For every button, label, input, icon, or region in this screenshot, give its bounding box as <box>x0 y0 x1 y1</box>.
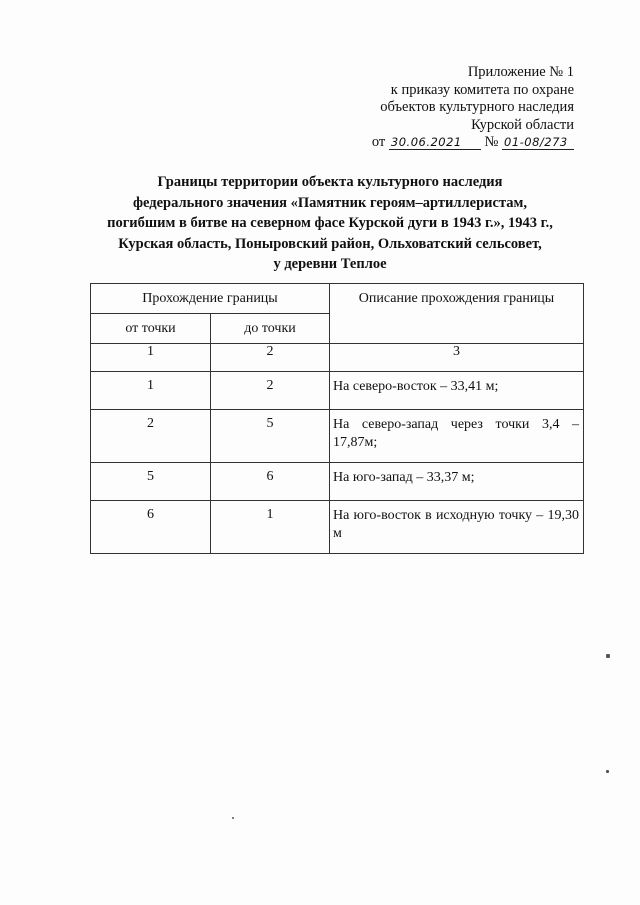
table-row <box>91 372 584 410</box>
scan-speck <box>606 770 609 773</box>
description-cell: На северо-восток – 33,41 м; <box>330 372 584 410</box>
to-point-cell: 6 <box>211 463 330 501</box>
column-number-row <box>91 344 584 372</box>
column-number: 2 <box>211 344 330 372</box>
appendix-committee: объектов культурного наследия <box>380 99 574 115</box>
header-boundary-passage: Прохождение границы <box>91 284 330 314</box>
from-point-cell: 6 <box>91 501 211 554</box>
from-point-cell: 5 <box>91 463 211 501</box>
order-number-label: № <box>484 134 499 150</box>
order-from-label: от <box>371 134 386 150</box>
scan-speck <box>232 817 234 819</box>
scan-speck <box>606 654 610 658</box>
header-boundary-description: Описание прохождения границы <box>330 284 584 344</box>
header-from-point: от точки <box>91 314 211 344</box>
column-number: 1 <box>91 344 211 372</box>
title-line: погибшим в битве на северном фасе Курской дуги в 1943 г.», 1943 г., <box>107 215 553 231</box>
document-title <box>60 172 600 275</box>
from-point-cell: 1 <box>91 372 211 410</box>
to-point-cell: 1 <box>211 501 330 554</box>
order-date-handwritten: 30.06.2021 <box>389 136 481 150</box>
header-to-point: до точки <box>211 314 330 344</box>
description-cell: На северо-запад через точки 3,4 – 17,87м; <box>330 410 584 463</box>
description-cell: На юго-восток в исходную точку – 19,30 м <box>330 501 584 554</box>
table-row <box>91 463 584 501</box>
to-point-cell: 2 <box>211 372 330 410</box>
appendix-region: Курской области <box>471 116 574 133</box>
to-point-cell: 5 <box>211 410 330 463</box>
title-line: Курская область, Поныровский район, Ольховатский сельсовет, <box>118 235 542 252</box>
title-line: федерального значения «Памятник героям–артиллеристам, <box>133 194 527 211</box>
from-point-cell: 2 <box>91 410 211 463</box>
column-number: 3 <box>330 344 584 372</box>
description-cell: На юго-запад – 33,37 м; <box>330 463 584 501</box>
appendix-title: Приложение № 1 <box>467 64 574 80</box>
table-row <box>91 410 584 463</box>
title-line: у деревни Теплое <box>273 256 387 272</box>
appendix-block <box>372 64 574 152</box>
appendix-order-ref: к приказу комитета по охране <box>390 81 574 98</box>
order-number-handwritten: 01-08/273 <box>502 136 574 150</box>
order-date-number <box>372 134 574 152</box>
table-row <box>91 501 584 554</box>
title-line: Границы территории объекта культурного наследия <box>157 174 503 190</box>
boundary-table <box>90 283 584 554</box>
